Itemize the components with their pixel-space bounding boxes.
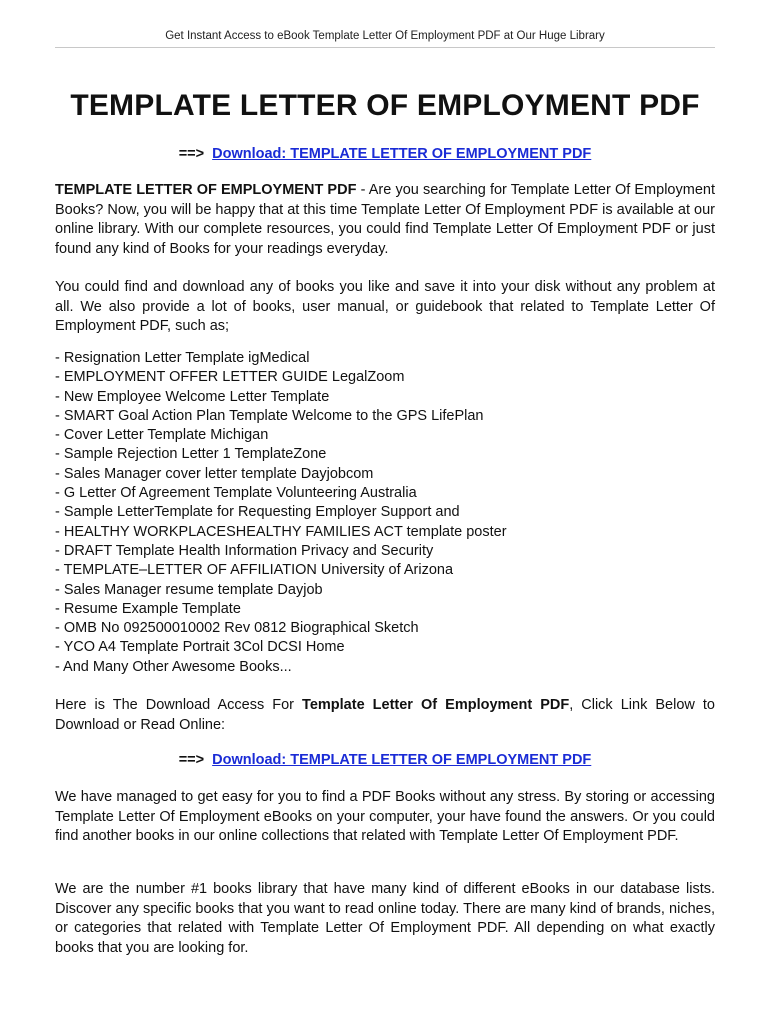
intro-bold-lead: TEMPLATE LETTER OF EMPLOYMENT PDF bbox=[55, 182, 357, 198]
intro-text: - Are you searching for Template Letter Of Employment Books? Now, you will be happy that at this time Template Letter Of Employment PDF is available at our online library. With our complete resources, you could find Template Letter Of Employment PDF or just found any kind of Books for your readings everyday. bbox=[55, 182, 715, 257]
paragraph-easy-access: We have managed to get easy for you to find a PDF Books without any stress. By storing or accessing Template Letter Of Employment eBooks on your computer, your have found the answers. Or you could find another books in our online collections that related with Template Letter Of Employment PDF. bbox=[55, 789, 715, 844]
intro-paragraph bbox=[55, 181, 715, 259]
related-books-list bbox=[55, 349, 715, 677]
list-item: - Sample LetterTemplate for Requesting Employer Support and bbox=[55, 504, 460, 521]
access-prefix: Here is The Download Access For bbox=[55, 697, 303, 713]
download-arrow: ==> bbox=[178, 752, 205, 768]
list-item: - And Many Other Awesome Books... bbox=[55, 658, 292, 675]
download-line-top bbox=[55, 146, 715, 162]
access-bold-title: Template Letter Of Employment PDF bbox=[302, 697, 570, 713]
download-arrow: ==> bbox=[178, 146, 205, 162]
list-item: - OMB No 092500010002 Rev 0812 Biographical Sketch bbox=[55, 620, 419, 637]
list-item: - HEALTHY WORKPLACESHEALTHY FAMILIES ACT template poster bbox=[55, 523, 507, 540]
download-link-top[interactable]: Download: TEMPLATE LETTER OF EMPLOYMENT PDF bbox=[212, 146, 592, 162]
access-paragraph bbox=[55, 696, 715, 735]
list-item: - YCO A4 Template Portrait 3Col DCSI Home bbox=[55, 639, 345, 656]
download-link-bottom[interactable]: Download: TEMPLATE LETTER OF EMPLOYMENT PDF bbox=[212, 752, 592, 768]
list-item: - Resume Example Template bbox=[55, 600, 241, 617]
list-item: - Cover Letter Template Michigan bbox=[55, 427, 269, 444]
list-item: - G Letter Of Agreement Template Volunteering Australia bbox=[55, 485, 417, 502]
page-header: Get Instant Access to eBook Template Letter Of Employment PDF at Our Huge Library bbox=[165, 30, 605, 42]
document-title: TEMPLATE LETTER OF EMPLOYMENT PDF bbox=[70, 89, 700, 122]
list-item: - DRAFT Template Health Information Privacy and Security bbox=[55, 542, 434, 559]
download-line-bottom bbox=[55, 752, 715, 768]
list-item: - Sales Manager cover letter template Dayjobcom bbox=[55, 465, 374, 482]
header-divider bbox=[55, 47, 715, 48]
list-item: - New Employee Welcome Letter Template bbox=[55, 388, 330, 405]
list-item: - SMART Goal Action Plan Template Welcome to the GPS LifePlan bbox=[55, 407, 484, 424]
list-item: - Sales Manager resume template Dayjob bbox=[55, 581, 323, 598]
paragraph-related-books: You could find and download any of books you like and save it into your disk without any problem at all. We also provide a lot of books, user manual, or guidebook that related to Template Letter Of Employment PDF, such as; bbox=[55, 279, 715, 334]
list-item: - TEMPLATE–LETTER OF AFFILIATION University of Arizona bbox=[55, 562, 454, 579]
paragraph-library: We are the number #1 books library that have many kind of different eBooks in our database lists. Discover any specific books that you want to read online today. There are many kind of brands, niches, or categories that related with Template Letter Of Employment PDF. All depending on what exactly books that you are looking for. bbox=[55, 881, 715, 956]
list-item: - Resignation Letter Template igMedical bbox=[55, 350, 310, 366]
list-item: - EMPLOYMENT OFFER LETTER GUIDE LegalZoom bbox=[55, 369, 405, 386]
list-item: - Sample Rejection Letter 1 TemplateZone bbox=[55, 446, 327, 463]
access-suffix: , Click Link Below to Download or Read Online: bbox=[55, 697, 715, 733]
